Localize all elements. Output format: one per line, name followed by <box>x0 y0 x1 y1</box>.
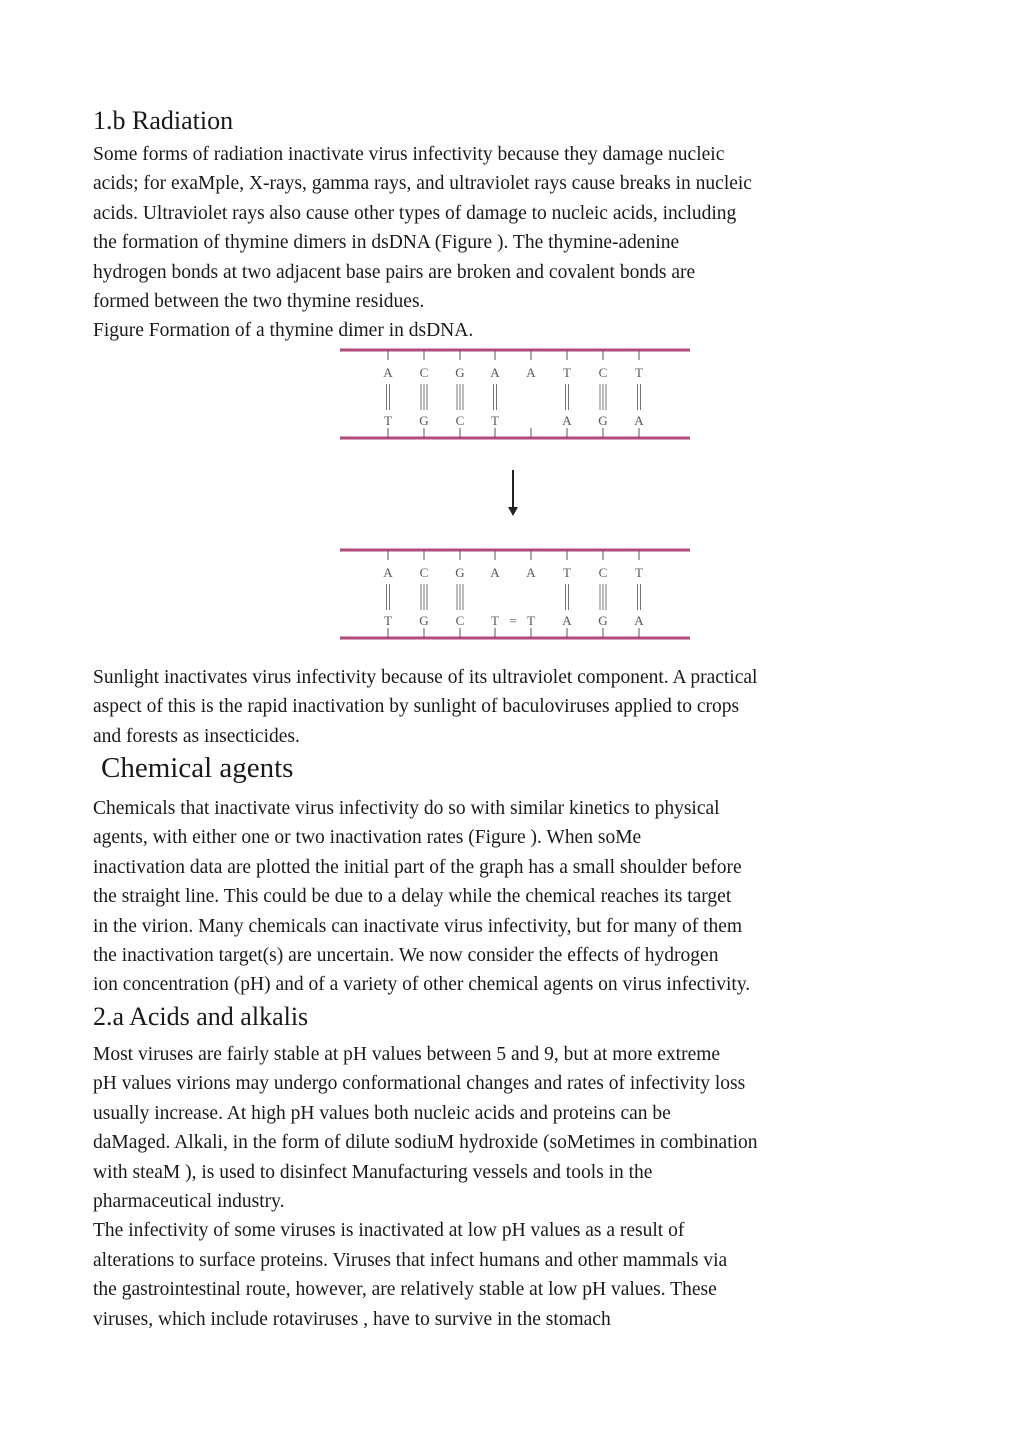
text-line: and forests as insecticides. <box>93 725 300 747</box>
radiation-paragraph <box>93 140 913 316</box>
base-letter: T <box>491 413 499 428</box>
dimer-bond-glyph: = <box>509 613 517 628</box>
text-line: formed between the two thymine residues. <box>93 291 425 313</box>
base-letter: C <box>598 365 608 380</box>
text-line: viruses, which include rotaviruses , have to survive in the stomach <box>93 1308 611 1330</box>
chemical-paragraph <box>93 794 913 1000</box>
base-letter: T <box>635 365 643 380</box>
base-letter: C <box>455 613 465 628</box>
section-heading-radiation: 1.b Radiation <box>93 106 234 135</box>
text-line: Most viruses are fairly stable at pH values between 5 and 9, but at more extreme <box>93 1044 721 1065</box>
base-letter: C <box>419 365 429 380</box>
text-line: in the virion. Many chemicals can inactivate virus infectivity, but for many of them <box>93 915 743 937</box>
text-line: acids. Ultraviolet rays also cause other types of damage to nucleic acids, including <box>93 202 737 224</box>
base-letter: A <box>634 413 644 428</box>
text-line: alterations to surface proteins. Viruses that infect humans and other mammals via <box>93 1249 728 1271</box>
sunlight-paragraph <box>93 663 913 751</box>
text-line: hydrogen bonds at two adjacent base pairs are broken and covalent bonds are <box>93 261 696 283</box>
text-line: the inactivation target(s) are uncertain. We now consider the effects of hydrogen <box>93 945 719 967</box>
text-line: acids; for exaMple, X-rays, gamma rays, and ultraviolet rays cause breaks in nucleic <box>93 173 752 195</box>
text-line: the formation of thymine dimers in dsDNA (Figure ). The thymine-adenine <box>93 232 680 254</box>
base-letter: A <box>526 365 536 380</box>
section-heading-chemical: Chemical agents <box>101 752 294 784</box>
base-letter: A <box>562 413 572 428</box>
base-letter: A <box>526 565 536 580</box>
base-letter: T <box>563 365 571 380</box>
text-line: with steaM ), is used to disinfect Manufacturing vessels and tools in the <box>93 1161 653 1183</box>
text-line: Some forms of radiation inactivate virus infectivity because they damage nucleic <box>93 144 725 165</box>
base-letter: T <box>491 613 499 628</box>
base-letter: T <box>384 413 392 428</box>
text-line: the straight line. This could be due to a delay while the chemical reaches its target <box>93 886 732 908</box>
base-letter: A <box>562 613 572 628</box>
text-line: the gastrointestinal route, however, are relatively stable at low pH values. These <box>93 1279 717 1301</box>
text-line: ion concentration (pH) and of a variety of other chemical agents on virus infectivity. <box>93 974 751 996</box>
text-line: Chemicals that inactivate virus infectivity do so with similar kinetics to physical <box>93 798 720 819</box>
base-letter: T <box>635 565 643 580</box>
base-letter: G <box>419 613 429 628</box>
base-letter: G <box>455 565 465 580</box>
section-heading-acids: 2.a Acids and alkalis <box>93 1002 309 1031</box>
arrow-down-icon <box>512 470 514 510</box>
base-letter: A <box>634 613 644 628</box>
base-letter: C <box>455 413 465 428</box>
base-letter: G <box>455 365 465 380</box>
base-letter: A <box>383 565 393 580</box>
base-letter: G <box>598 613 608 628</box>
text-line: pH values virions may undergo conformational changes and rates of infectivity loss <box>93 1073 746 1095</box>
figure-caption: Figure Formation of a thymine dimer in dsDNA. <box>93 320 474 341</box>
base-letter: A <box>490 565 500 580</box>
text-line: The infectivity of some viruses is inactivated at low pH values as a result of <box>93 1220 685 1242</box>
acids-paragraph <box>93 1040 913 1334</box>
base-letter: C <box>598 565 608 580</box>
text-line: usually increase. At high pH values both nucleic acids and proteins can be <box>93 1102 671 1124</box>
text-line: daMaged. Alkali, in the form of dilute sodiuM hydroxide (soMetimes in combination <box>93 1132 758 1154</box>
base-letter: G <box>598 413 608 428</box>
base-letter: A <box>383 365 393 380</box>
base-letter: T <box>384 613 392 628</box>
base-letter: C <box>419 565 429 580</box>
text-line: agents, with either one or two inactivation rates (Figure ). When soMe <box>93 827 642 849</box>
text-line: Sunlight inactivates virus infectivity because of its ultraviolet component. A practical <box>93 667 758 688</box>
dsdna-after-figure <box>330 542 700 644</box>
dsdna-before-figure <box>330 342 700 444</box>
base-letter: T <box>563 565 571 580</box>
text-line: inactivation data are plotted the initial part of the graph has a small shoulder before <box>93 856 742 878</box>
text-line: pharmaceutical industry. <box>93 1191 285 1213</box>
base-letter: G <box>419 413 429 428</box>
base-letter: T <box>527 613 535 628</box>
text-line: aspect of this is the rapid inactivation by sunlight of baculoviruses applied to crops <box>93 696 740 718</box>
base-letter: A <box>490 365 500 380</box>
